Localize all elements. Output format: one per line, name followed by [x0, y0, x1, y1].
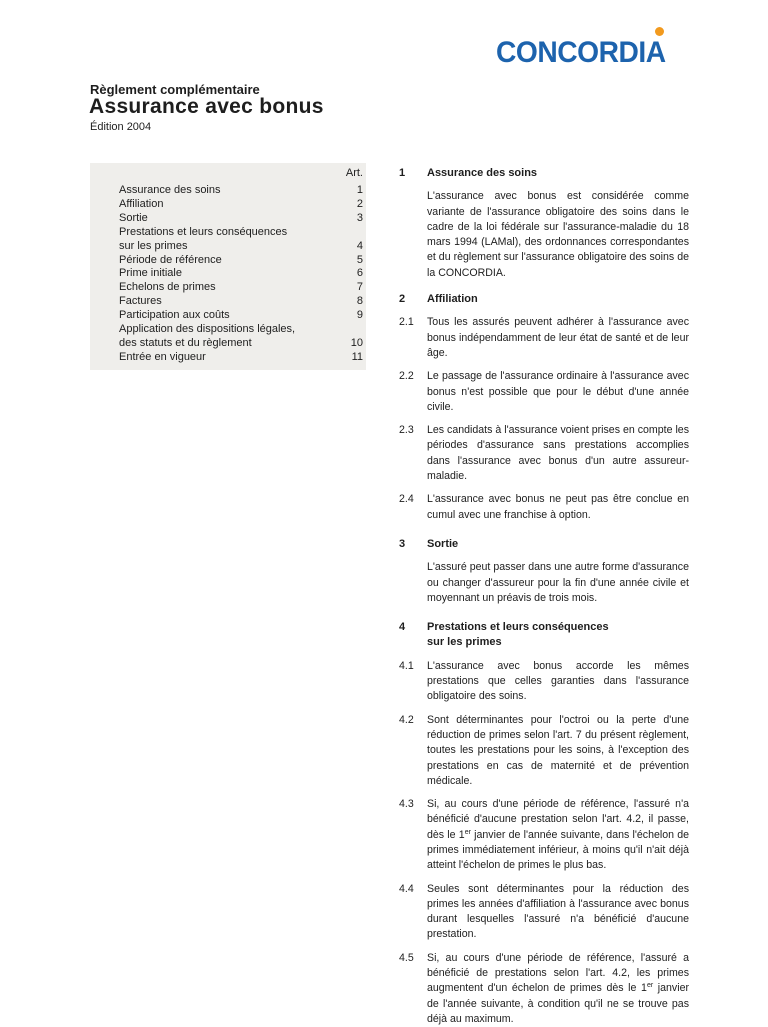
article-title: Sortie: [427, 537, 459, 550]
toc-item-article: [343, 323, 363, 337]
article-title: Affiliation: [427, 293, 478, 306]
toc-item-label: Prestations et leurs conséquences: [119, 225, 288, 238]
toc-item-article: 1: [356, 184, 363, 196]
paragraph-2-2: 2.2 Le passage de l'assurance ordinaire à l'assurance avec bonus n'est possible que pour le début d'une année civile.: [399, 370, 689, 413]
article-2: [399, 292, 689, 523]
toc-item-label: Participation aux coûts: [119, 309, 230, 322]
article-number: 3: [399, 537, 406, 550]
paragraph-4-2: 4.2 Sont déterminantes pour l'octroi ou la perte d'une réduction de primes selon l'art. 7 du présent règlement, toutes les prestations pour les soins, à l'exception des prestations en cas de maternité et de prévention médicale.: [399, 713, 689, 787]
toc-item-label: Période de référence: [119, 253, 222, 266]
toc-item-article: 8: [356, 295, 363, 308]
document-subtitle: Règlement complémentaire: [90, 82, 260, 97]
logo-wordmark: CONCORDIA: [496, 36, 666, 69]
toc-item: [119, 309, 363, 323]
concordia-logo: [496, 36, 686, 70]
toc-item: [119, 184, 363, 198]
toc-item: [119, 323, 363, 337]
article-number: 2: [399, 293, 406, 306]
paragraph-4-3: 4.3 Si, au cours d'une période de référence, l'assuré n'a bénéficié d'aucune prestation selon l'art. 4.2, il passe, dès le 1er janvier de l'année suivante, dans l'échelon de primes immédiatement inférieur, à moins qu'il n'ait déjà atteint l'échelon de primes le plus bas.: [399, 798, 689, 872]
article-text: L'assurance avec bonus est considérée comme variante de l'assurance obligatoire des soins dans le cadre de la loi fédérale sur l'assurance-maladie du 18 mars 1994 (LAMal), des ordonnances correspondantes et du règlement sur l'assurance obligatoire des soins de la CONCORDIA.: [427, 190, 689, 279]
toc-item-article: 6: [356, 267, 363, 280]
toc-item-label: des statuts et du règlement: [119, 336, 252, 349]
toc-item: [119, 337, 363, 351]
paragraph-2-3: 2.3 Les candidats à l'assurance voient prises en compte les périodes d'assurance sans prestations accomplies dans l'assurance avec bonus d'un autre assureur-maladie.: [399, 424, 689, 483]
toc-item-article: 5: [356, 253, 363, 266]
toc-item-label: Sortie: [119, 211, 148, 224]
article-number: 1: [399, 167, 406, 179]
toc-item-article: 2: [356, 197, 363, 210]
toc-item-article: 10: [350, 336, 363, 349]
article-title: Prestations et leurs conséquences sur les primes: [427, 621, 609, 649]
toc-item: [119, 226, 363, 240]
toc-item-article: 3: [356, 211, 363, 224]
toc-item: [119, 240, 363, 254]
edition-label: Édition 2004: [90, 121, 152, 133]
article-title: Assurance des soins: [427, 167, 538, 179]
article-3: [399, 537, 689, 606]
toc-art-header: Art.: [345, 167, 363, 179]
toc-item-label: Entrée en vigueur: [119, 350, 206, 363]
toc-item-label: Echelons de primes: [119, 281, 216, 294]
article-4: [399, 620, 689, 1027]
article-1: [399, 166, 689, 281]
toc-item-article: 7: [356, 281, 363, 294]
toc-item-label: Prime initiale: [119, 267, 182, 280]
toc-item: [119, 267, 363, 281]
paragraph-4-4: 4.4 Seules sont déterminantes pour la réduction des primes les années d'affiliation à l'assurance avec bonus durant lesquelles l'assuré n'a bénéficié d'aucune prestation.: [399, 882, 689, 941]
toc-item-label: Application des dispositions légales,: [119, 323, 296, 336]
toc-item: [119, 212, 363, 226]
toc-item: [119, 198, 363, 212]
logo-dot-icon: [655, 27, 664, 36]
toc-item-label: Assurance des soins: [119, 184, 221, 196]
document-title: Assurance avec bonus: [89, 95, 324, 118]
toc-item: [119, 295, 363, 309]
toc-item: [119, 254, 363, 268]
toc-item-article: 4: [356, 239, 363, 252]
paragraph-4-1: 4.1 L'assurance avec bonus accorde les mêmes prestations que celles garanties dans l'assurance obligatoire des soins.: [399, 659, 689, 703]
article-number: 4: [399, 621, 406, 634]
toc-item-article: 11: [351, 350, 363, 363]
toc-item: [119, 281, 363, 295]
article-text: L'assuré peut passer dans une autre forme d'assurance ou changer d'assureur pour la fin d'une année civile et moyennant un préavis de trois mois.: [427, 561, 689, 604]
paragraph-2-1: 2.1 Tous les assurés peuvent adhérer à l'assurance avec bonus indépendamment de leur état de santé et de leur âge.: [399, 316, 689, 359]
toc-item-label: Factures: [119, 295, 162, 308]
articles-column: [399, 166, 689, 1027]
toc-item: [119, 351, 363, 365]
toc-item-article: 9: [356, 309, 363, 322]
paragraph-4-5: 4.5 Si, au cours d'une période de référence, l'assuré a bénéficié de prestations selon l'art. 4.2, les primes augmentent d'un échelon de primes dès le 1er janvier de l'année suivante, à condition qu'il ne se trouve pas déjà au maximum.: [399, 951, 690, 1025]
paragraph-2-4: 2.4 L'assurance avec bonus ne peut pas être conclue en cumul avec une franchise à option.: [399, 493, 689, 521]
toc-item-label: Affiliation: [119, 197, 164, 210]
toc-item-label: sur les primes: [119, 239, 188, 252]
toc-list: [119, 184, 363, 365]
toc-item-article: [343, 226, 363, 240]
